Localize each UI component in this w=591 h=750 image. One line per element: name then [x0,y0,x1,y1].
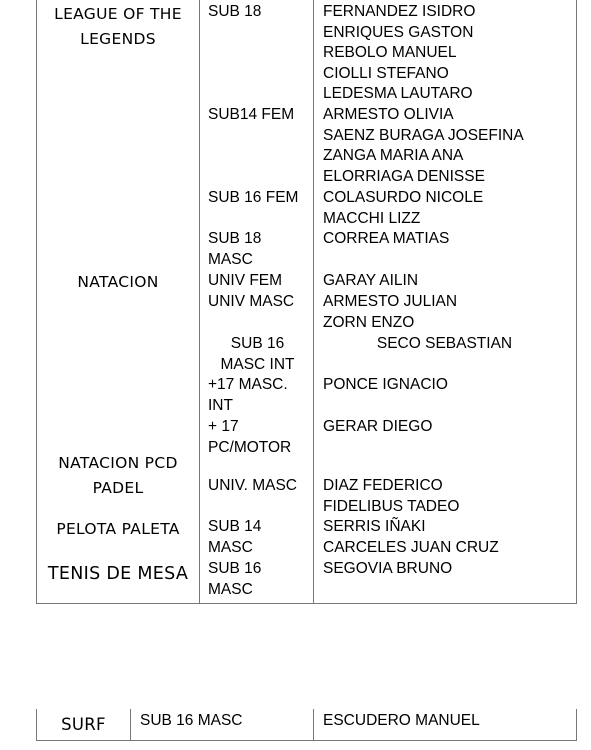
athlete-name: ESCUDERO MANUEL [323,712,480,729]
athlete-name: MACCHI LIZZ [323,209,421,227]
names-cell [323,476,583,517]
sport-natacion: NATACION [77,273,159,291]
category-cell: SUB 16 MASC INT [220,335,295,373]
names-cell [323,229,583,250]
names-cell [323,517,583,558]
athlete-name: CARCELES JUAN CRUZ [323,538,499,556]
athlete-name: ENRIQUES GASTON [323,23,474,41]
category-cell: UNIV FEM [208,272,283,289]
names-cell [323,188,583,229]
athlete-name: CIOLLI STEFANO [323,64,449,82]
names-cell [323,271,583,292]
athlete-name: SECO SEBASTIAN [376,335,513,352]
athlete-name: SAENZ BURAGA JOSEFINA [323,126,524,144]
category-cell: SUB 16 MASC [208,560,262,598]
athlete-name: SERRIS IÑAKI [323,518,426,535]
athlete-name: PONCE IGNACIO [323,376,448,393]
names-cell [323,375,583,396]
table-border-left [36,0,37,604]
category-cell: +17 MASC. INT [208,376,288,414]
athlete-name: LEDESMA LAUTARO [323,85,473,103]
category-cell: UNIV. MASC [208,477,298,494]
athlete-name: ARMESTO OLIVIA [323,106,454,123]
athlete-name: SEGOVIA BRUNO [323,560,453,577]
athlete-name: FIDELIBUS TADEO [323,497,460,515]
category-cell: + 17 PC/MOTOR [208,418,292,456]
athlete-name: GARAY AILIN [323,272,419,289]
category-cell: SUB 16 FEM [208,189,299,206]
athlete-name: FERNANDEZ ISIDRO [323,3,476,20]
sport-league-of-the-legends: LEAGUE OF THE LEGENDS [54,5,182,48]
category-cell: UNIV MASC [208,293,295,310]
names-cell [323,2,583,105]
athlete-name: REBOLO MANUEL [323,44,457,62]
athlete-name: ARMESTO JULIAN [323,293,458,310]
athlete-name: ELORRIAGA DENISSE [323,167,485,185]
category-cell: SUB 14 MASC [208,518,262,556]
category-cell: SUB14 FEM [208,106,295,123]
column-divider-category [313,0,314,604]
surf-column-divider-sport [130,709,131,741]
category-cell: SUB 18 [208,3,262,20]
sport-surf: SURF [61,715,106,734]
surf-names-cell [323,711,583,732]
sport-tenis-de-mesa: TENIS DE MESA [47,564,189,584]
athlete-name: ZANGA MARIA ANA [323,147,464,165]
names-cell [323,559,583,580]
athlete-name: COLASURDO NICOLE [323,189,484,206]
athlete-name: ZORN ENZO [323,313,415,331]
names-cell [323,105,583,187]
names-cell [313,334,576,355]
sport-natacion-pcd: NATACION PCD [58,454,178,472]
category-cell: SUB 18 MASC [208,230,262,268]
surf-category-cell: SUB 16 MASC [140,712,243,729]
column-divider-sport [199,0,200,604]
surf-column-divider-category [313,709,314,741]
surf-table-border-bottom [36,740,577,741]
sport-pelota-paleta: PELOTA PALETA [56,520,180,538]
names-cell [323,417,583,438]
names-cell [323,292,583,333]
athlete-name: DIAZ FEDERICO [323,477,443,494]
sport-padel: PADEL [92,479,144,497]
athlete-name: CORREA MATIAS [323,230,450,247]
table-border-bottom [36,603,577,604]
athlete-name: GERAR DIEGO [323,418,433,435]
